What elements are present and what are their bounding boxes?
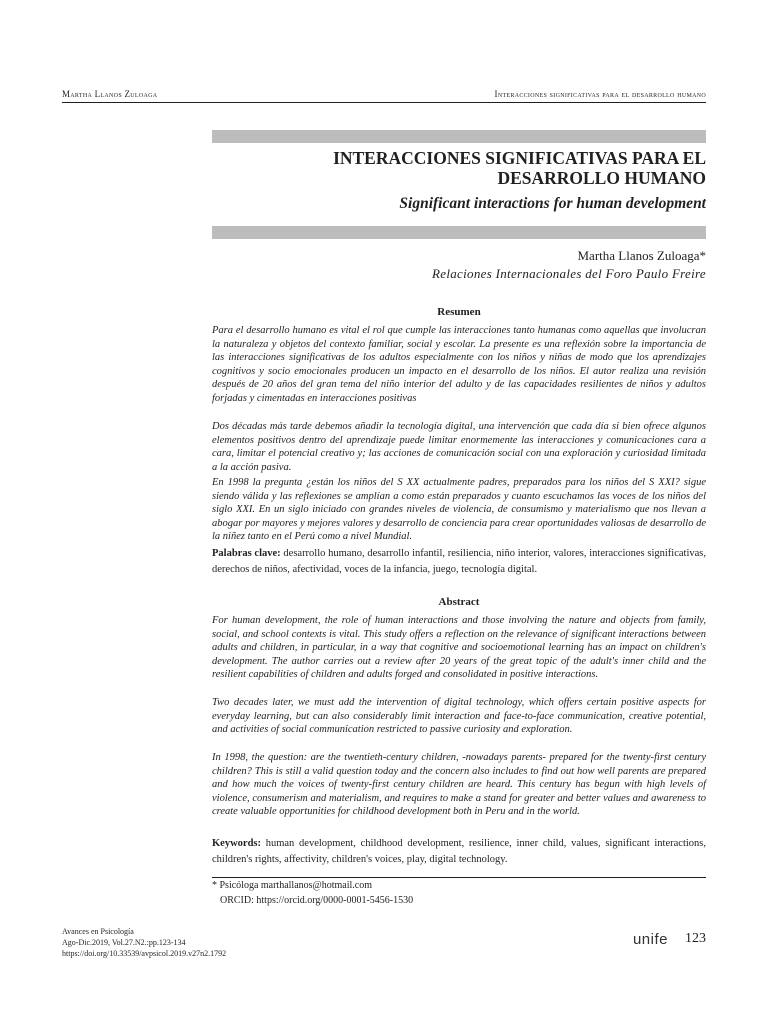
author-affiliation: Relaciones Internacionales del Foro Paulo Freire [432,266,706,281]
abstract-paragraph-2: Two decades later, we must add the intervention of digital technology, which offers certain positive aspects for everyday learning, but can also considerably limit interaction and face-to-face communication, creative potential, and activities of social communication restricted to passive curiosity and exploration. [212,697,706,736]
resumen-keywords-text: desarrollo humano, desarrollo infantil, resiliencia, niño interior, valores, interacciones significativas, derechos de niños, afectividad, voces de la infancia, juego, tecnología digital. [212,548,706,575]
footer-doi[interactable]: https://doi.org/10.33539/avpsicol.2019.v27n2.1792 [62,949,227,958]
abstract-heading: Abstract [438,596,480,608]
abstract-paragraph-1: For human development, the role of human interactions and those involving the nature and objects from family, social, and school contexts is vital. This study offers a reflection on the relevance of significant interactions between adults and children, in particular, in a way that cognitive and socioemotional learning has an impact on children's development. The author carries out a review after 20 years of the great topic of the adult's inner child and the resilient capabilities of children and adults forged and consolidated in positive interactions. [212,615,706,681]
resumen-paragraph-1: Para el desarrollo humano es vital el rol que cumple las interacciones tanto humanas como aquellas que involucran la naturaleza y objetos del contexto familiar, social y escolar. La presente es una reflexión sobre la importancia de las interacciones significativas de los adultos especialmente con los niños y niñas de modo que los aprendizajes cognitivos y socio emocionales producen un impacto en el desarrollo de los niños. El autor realiza una revisión después de 20 años del gran tema del niño interior del adulto y de las capacidades resilientes de niños y adultos forjadas y cimentadas en interacciones positivas [212,325,706,404]
author-name: Martha Llanos Zuloaga* [577,248,706,263]
abstract-keywords-label: Keywords: [212,838,261,849]
footnote-rule [212,877,706,878]
resumen-heading: Resumen [437,306,481,318]
footer-journal: Avances en Psicología [62,927,134,936]
article-subtitle: Significant interactions for human development [399,195,706,212]
resumen-keywords-label: Palabras clave: [212,548,281,559]
title-band-bottom [212,226,706,239]
running-head-author: Martha Llanos Zuloaga [62,89,158,99]
abstract-paragraph-3: In 1998, the question: are the twentieth-century children, -nowadays parents- prepared for the twenty-first century children? This is still a valid question today and the concern also includes to find out how well parents are prepared and how much the voices of twenty-first century children are heard. This century has begun with high levels of violence, consumerism and materialism, and requires to make a stand for greater and better values and awareness to create valuable opportunities for childhood development both in Peru and in the world. [212,752,706,818]
article-title-line1: INTERACCIONES SIGNIFICATIVAS PARA EL [333,148,706,168]
abstract-keywords [212,836,706,867]
publisher-logo: unife [632,931,668,948]
resumen-paragraph-3: En 1998 la pregunta ¿están los niños del S XX actualmente padres, preparados para los niños del S XXI? sigue siendo válida y las reflexiones se amplían a como están preparados y cuanto escuchamos las voces de los niños del siglo XXI. En un siglo iniciado con grandes niveles de violencia, de consumismo y materialismo que nos llevan a abogar por mayores y mejores valores y desarrollo de conciencia para crear oportunidades valiosas de desarrollo de la niñez tanto en el Perú como a nivel Mundial. [212,477,707,543]
article-title-line2: DESARROLLO HUMANO [497,168,706,188]
running-head-title: Interacciones significativas para el desarrollo humano [494,89,706,99]
page-number: 123 [685,931,706,946]
resumen-keywords [212,546,706,577]
resumen-paragraph-2: Dos décadas más tarde debemos añadir la tecnología digital, una intervención que cada día si bien ofrece algunos elementos positivos dentro del aprendizaje puede limitar enormemente las interacciones y comunicaciones cara a cara, limitar el potencial creativo y; las acciones de comunicación social con una exploración y curiosidad limitada a la acción pasiva. [212,421,706,473]
footnote-email: * Psicóloga marthallanos@hotmail.com [212,880,373,891]
abstract-keywords-text: human development, childhood development, resilience, inner child, values, significant interactions, children's rights, affectivity, children's voices, play, digital technology. [212,838,707,865]
footnote-orcid: ORCID: https://orcid.org/0000-0001-5456-1530 [220,895,414,906]
footer-issue: Ago-Dic.2019, Vol.27.N2.:pp.123-134 [62,938,186,947]
article-title [212,148,706,188]
header-rule [62,102,706,103]
title-band-top [212,130,706,143]
